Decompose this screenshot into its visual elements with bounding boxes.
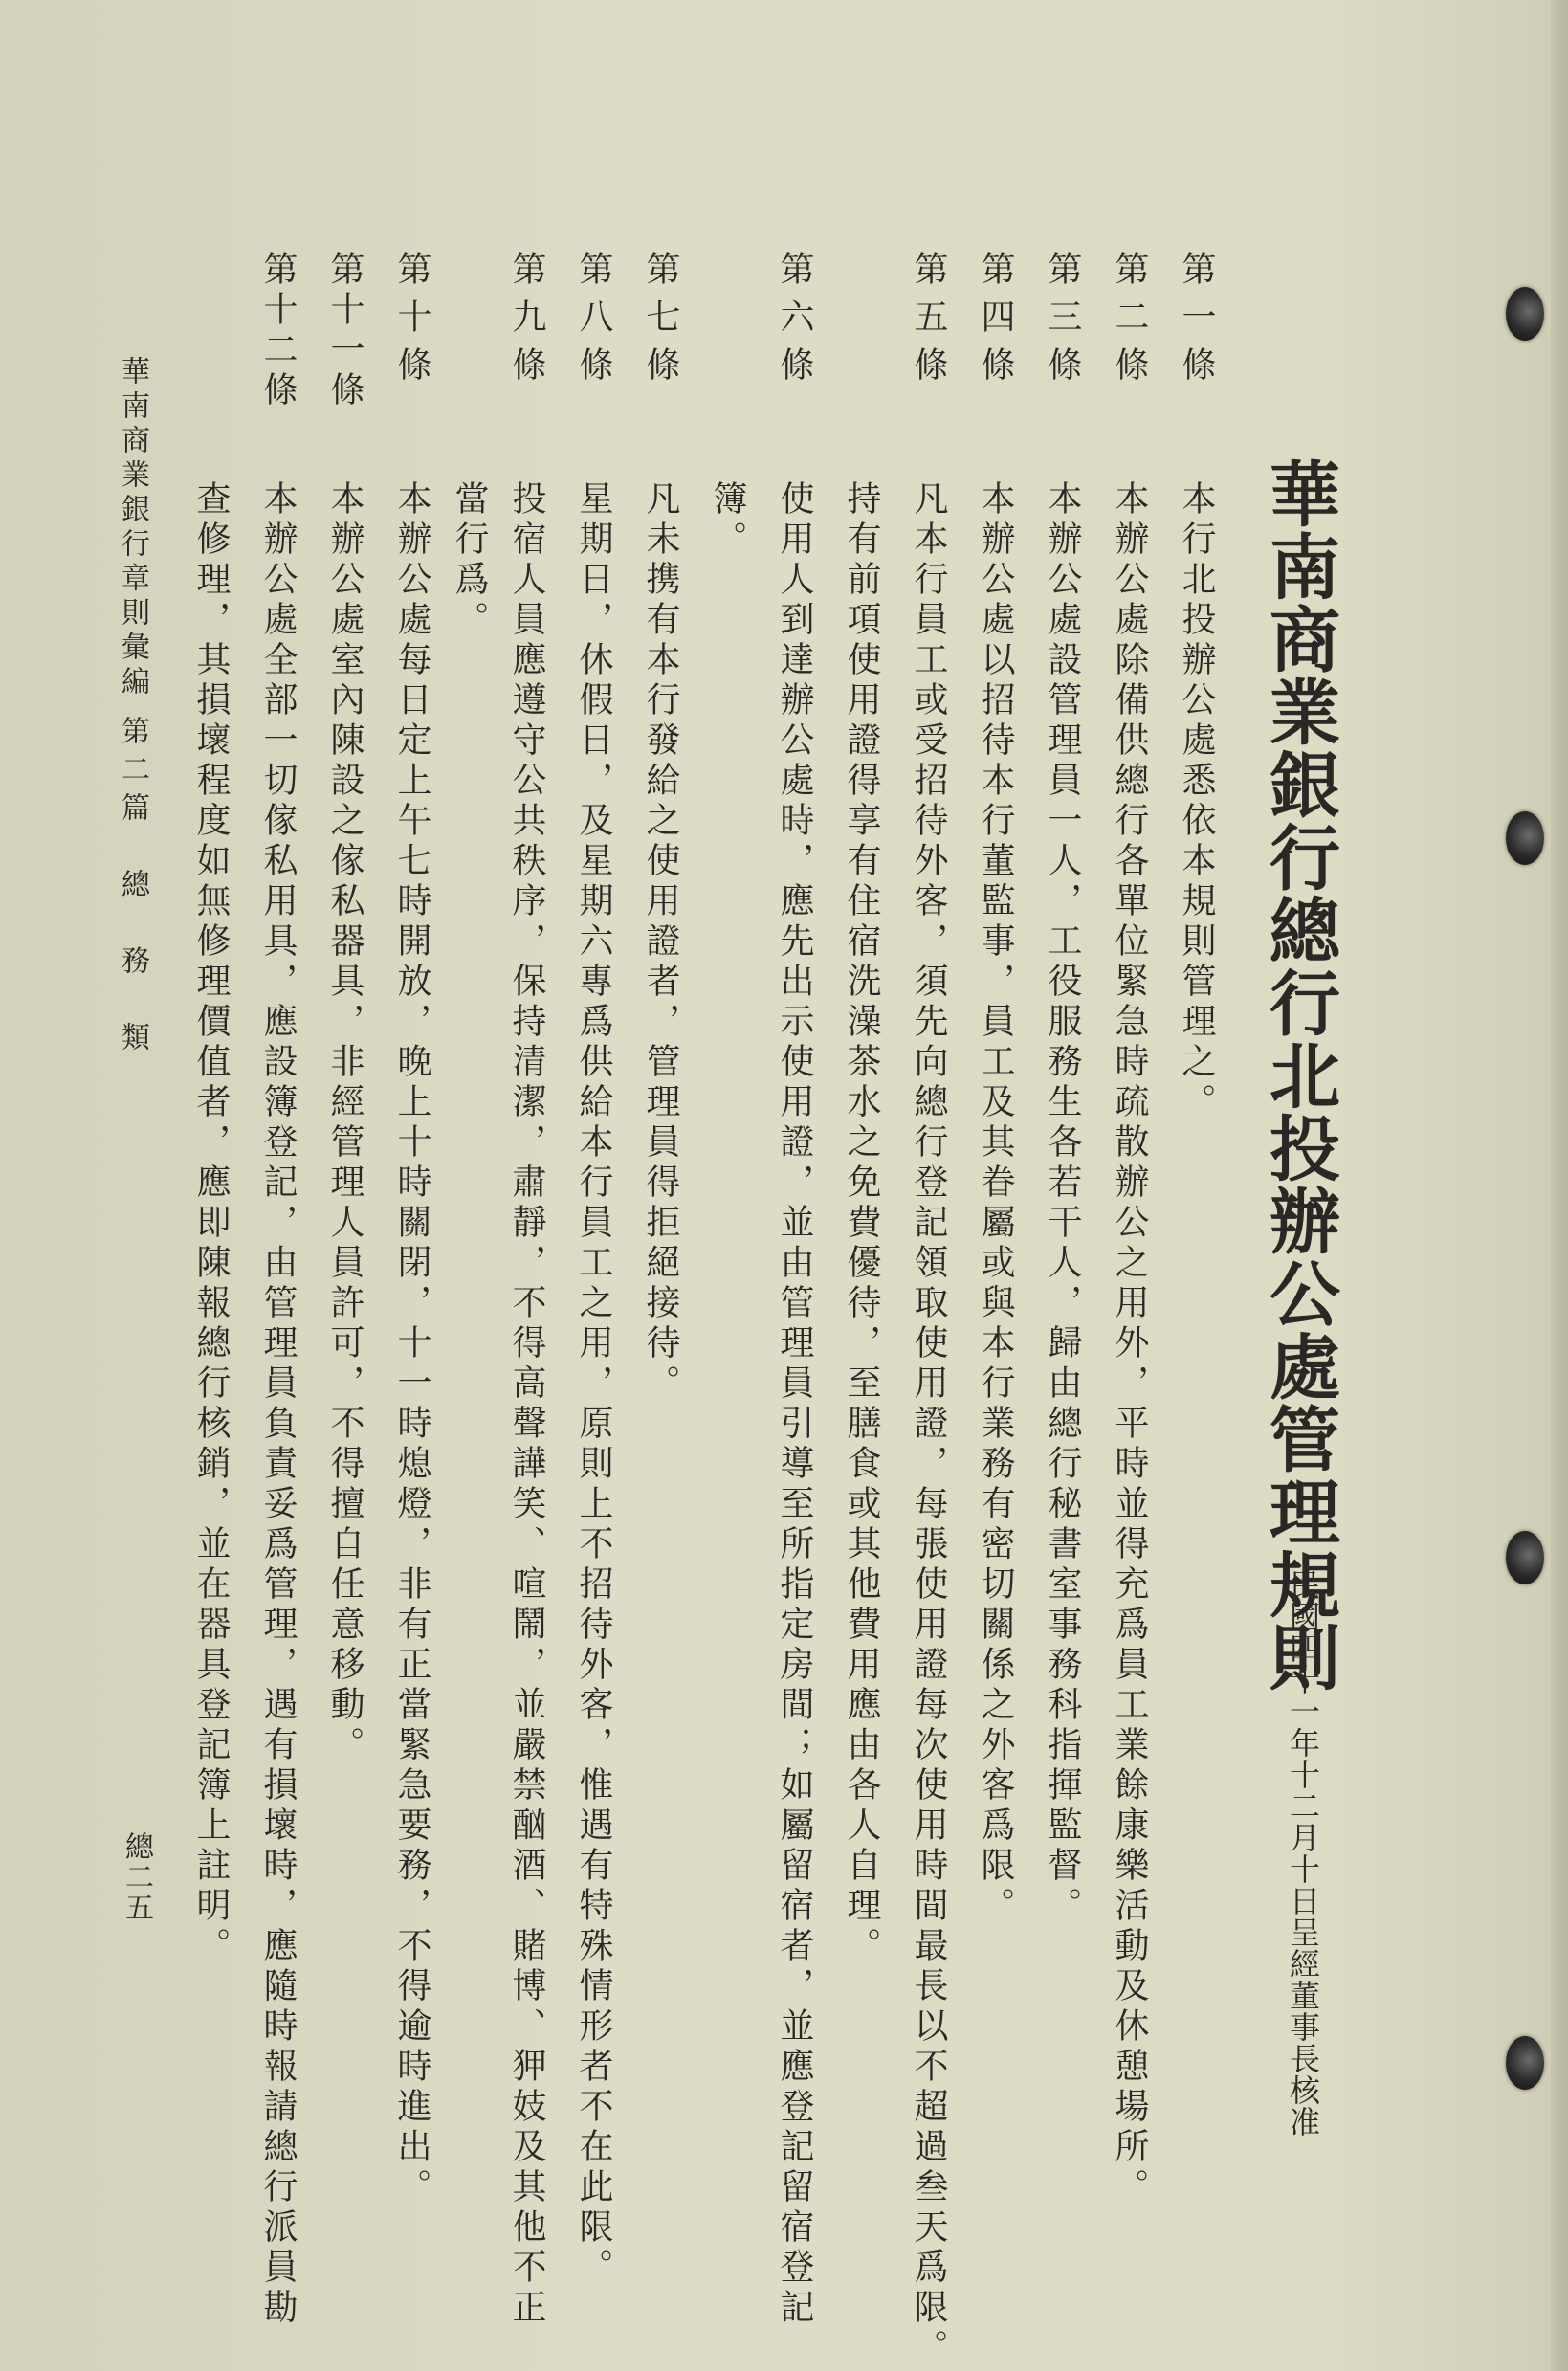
article-6-text: 使用人到達辦公處時，應先出示使用證，並由管理員引導至所指定房間；如屬留宿者，並應登記留宿登記 [775,480,814,2329]
binding-ring-3 [1506,1531,1544,1584]
binding-ring-4 [1506,2036,1544,2090]
article-8-label: 第八條 [574,251,613,394]
article-11-label: 第十一條 [325,251,364,411]
article-12-text-cont: 查修理，其損壞程度如無修理價值者，應即陳報總行核銷，並在器具登記簿上註明。 [191,480,231,1967]
article-10-label: 第十條 [392,251,431,394]
binding-ring-1 [1506,287,1544,341]
article-8-text: 星期日，休假日，及星期六專爲供給本行員工之用，原則上不招待外客，惟遇有特殊情形者不在此限。 [574,480,613,2289]
article-2-text: 本辦公處除備供總行各單位緊急時疏散辦公之用外，平時並得充爲員工業餘康樂活動及休憩場所。 [1110,480,1149,2208]
article-12-text: 本辦公處全部一切傢私用具，應設簿登記，由管理員負責妥爲管理，遇有損壞時，應隨時報請總行派員勘 [258,480,298,2329]
article-2-label: 第二條 [1110,251,1149,394]
article-7-text: 凡未携有本行發給之使用證者，管理員得拒絕接待。 [641,480,680,1405]
article-5-text-cont: 持有前項使用證得享有住宿洗澡茶水之免費優待，至膳食或其他費用應由各人自理。 [842,480,881,1967]
article-12-label: 第十二條 [258,251,298,411]
article-7-label: 第七條 [641,251,680,394]
article-6-text-cont: 簿。 [708,480,747,561]
article-5-label: 第五條 [909,251,948,394]
page-number: 總二五 [120,1831,153,1923]
binding-ring-2 [1506,811,1544,865]
document-date: 民國四十一年十二月十日呈經董事長核准 [1285,1569,1321,2138]
footer-section: 第二篇 總 務 類 [116,716,149,1060]
article-9-label: 第九條 [507,251,546,394]
footer-book-title: 華南商業銀行章則彙編 [116,356,149,700]
article-4-label: 第四條 [976,251,1015,394]
article-1-label: 第一條 [1177,251,1216,394]
article-4-text: 本辦公處以招待本行董監事，員工及其眷屬或與本行業務有密切關係之外客爲限。 [976,480,1015,1927]
article-10-text: 本辦公處每日定上午七時開放，晚上十時關閉，十一時熄燈，非有正當緊急要務，不得逾時進出。 [392,480,431,2208]
article-9-text-cont: 當行爲。 [450,480,489,641]
article-11-text: 本辦公處室內陳設之傢私器具，非經管理人員許可，不得擅自任意移動。 [325,480,364,1766]
article-5-text: 凡本行員工或受招待外客，須先向總行登記領取使用證，每張使用證每次使用時間最長以不超過叁天爲限。 [909,480,948,2369]
document-title: 華南商業銀行總行北投辦公處管理規則 [1258,457,1340,1694]
article-9-text: 投宿人員應遵守公共秩序，保持清潔，肅靜，不得高聲譁笑、喧鬧，並嚴禁酗酒、賭博、狎妓及其他不正 [507,480,546,2329]
article-1-text: 本行北投辦公處悉依本規則管理之。 [1177,480,1216,1123]
page-edge [1551,0,1568,2371]
article-6-label: 第六條 [775,251,814,394]
article-3-label: 第三條 [1043,251,1082,394]
article-3-text: 本辦公處設管理員一人，工役服務生各若干人，歸由總行秘書室事務科指揮監督。 [1043,480,1082,1927]
